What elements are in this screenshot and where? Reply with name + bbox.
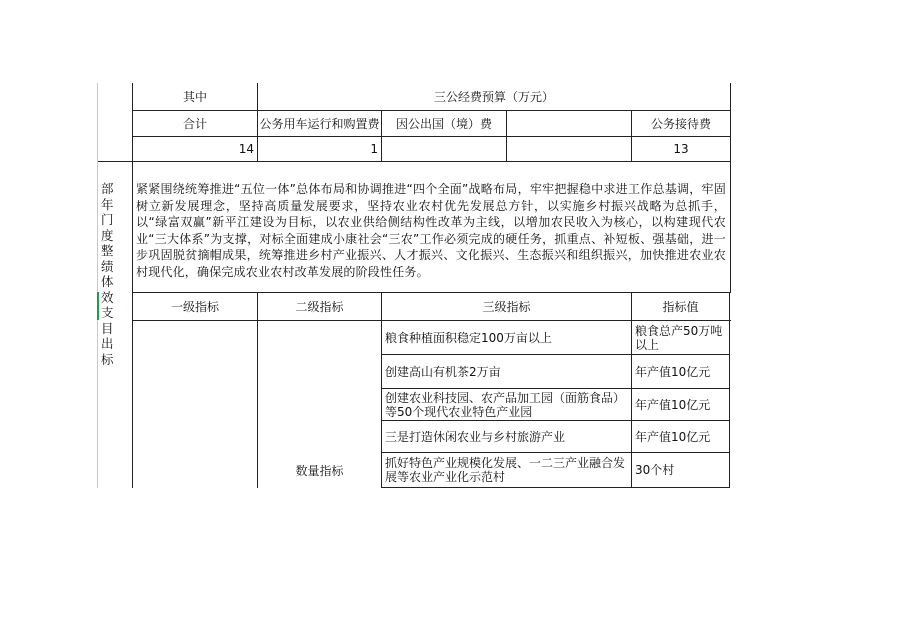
indicator-level2: 数量指标	[295, 464, 344, 478]
left-gridline	[97, 83, 98, 488]
budget-value-abroad	[382, 137, 506, 161]
border	[729, 292, 730, 488]
budget-col-vehicle: 公务用车运行和购置费	[259, 116, 380, 131]
indicator-row-value: 年产值10亿元	[635, 397, 711, 412]
indicator-row-level3: 抓好特色产业规模化发展、一二三产业融合发展等农业产业化示范村	[385, 456, 626, 484]
border	[132, 161, 731, 162]
selection-marker	[97, 292, 99, 320]
indicator-header-value: 指标值	[662, 299, 699, 314]
indicator-row-level3: 创建农业科技园、农产品加工园（面筋食品）等50个现代农业特色产业园	[385, 390, 626, 419]
budget-value-total: 14	[238, 142, 254, 156]
budget-value-vehicle: 1	[370, 142, 378, 156]
indicator-header-level1: 一级指标	[170, 299, 219, 314]
indicator-header-level3: 三级指标	[482, 299, 531, 314]
border	[730, 83, 731, 292]
indicator-row-value: 粮食总产50万吨以上	[635, 323, 723, 352]
border	[381, 487, 730, 488]
indicator-row-level3: 三是打造休闲农业与乡村旅游产业	[385, 429, 566, 444]
goal-label: 部年门度整绩体效支目出标	[101, 181, 117, 367]
budget-col-total: 合计	[182, 116, 207, 131]
border	[98, 161, 133, 162]
budget-value-reception: 13	[673, 142, 689, 156]
indicator-row-value: 30个村	[635, 463, 675, 477]
indicator-row-level3: 创建高山有机茶2万亩	[385, 364, 501, 379]
indicator-row-value: 年产值10亿元	[635, 364, 711, 379]
indicator-row-value: 年产值10亿元	[635, 429, 711, 444]
indicator-row-level3: 粮食种植面积稳定100万亩以上	[385, 330, 552, 345]
budget-col-abroad: 因公出国（境）费	[395, 116, 492, 131]
goal-text: 紧紧围绕统筹推进“五位一体”总体布局和协调推进“四个全面”战略布局，牢牢把握稳中求进工作总基调，牢固树立新发展理念，坚持高质量发展要求，坚持农业农村优先发展总方针，以实施乡村振兴战略为总抓手，以“绿富双赢”新平江建设为目标，以农业供给侧结构性改革为主线，以增加农民收入为核心，以构建现代农业“三大体系”为支撑，对标全面建成小康社会“三农”工作必须完成的硬任务，抓重点、补短板、强基础，进一步巩固脱贫摘帽成果，统筹推进乡村产业振兴、人才振兴、文化振兴、生态振兴和组织振兴，加快推进农业农村现代化，确保完成农业农村改革发展的阶段性任务。	[136, 182, 726, 279]
budget-group-left: 其中	[182, 90, 207, 104]
indicator-header-level2: 二级指标	[295, 299, 344, 314]
budget-col-reception: 公务接待费	[650, 116, 711, 131]
budget-group-right: 三公经费预算（万元）	[433, 90, 554, 104]
